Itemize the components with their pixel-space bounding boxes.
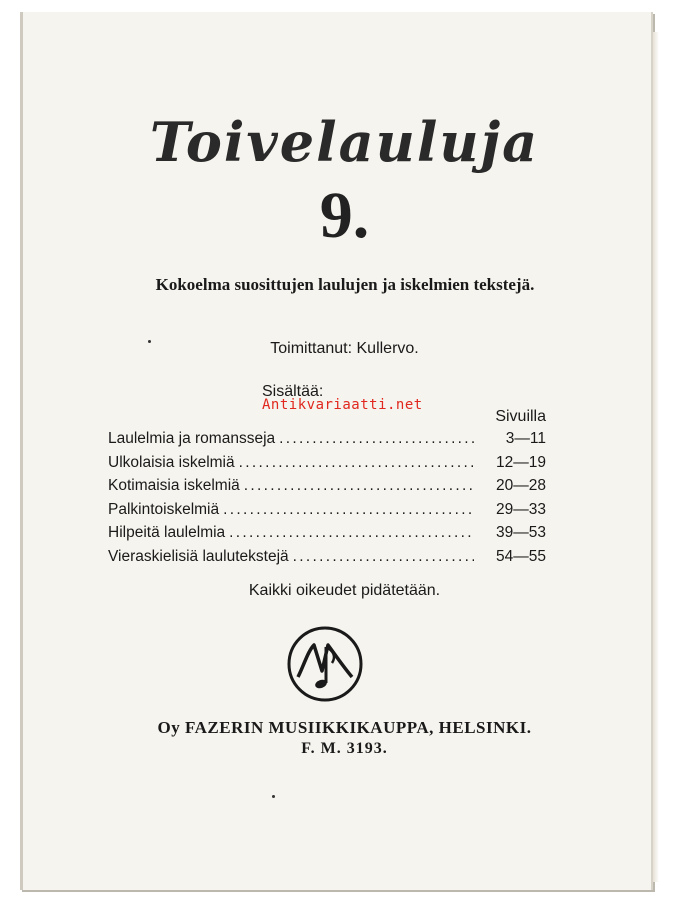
volume-number: 9.: [319, 179, 370, 252]
subtitle: Kokoelma suosittujen laulujen ja iskelmien tekstejä.: [155, 275, 535, 294]
toc-title: Vieraskielisiä laulutekstejä: [108, 547, 289, 565]
rights-notice: Kaikki oikeudet pidätetään.: [248, 582, 441, 599]
toc-leader: [239, 454, 474, 472]
toc-leader: [244, 477, 474, 495]
booklet-title: Toivelauluja: [149, 110, 540, 174]
toc-pages: 39—53: [496, 524, 546, 541]
editor-line: Toimittanut: Kullervo.: [270, 340, 419, 357]
publisher-line: Oy FAZERIN MUSIIKKIKAUPPA, HELSINKI.: [157, 718, 532, 737]
table-of-contents: [108, 430, 546, 571]
toc-pages: 54—55: [496, 547, 546, 565]
toc-row: [108, 430, 546, 454]
toc-title: Palkintoiskelmiä: [108, 500, 220, 518]
toc-leader: [279, 430, 474, 448]
toc-leader: [223, 501, 474, 519]
toc-row: [108, 548, 546, 572]
toc-leader: [293, 548, 474, 566]
toc-leader: [229, 524, 474, 542]
toc-title: Kotimaisia iskelmiä: [108, 477, 240, 494]
music-note-monogram-icon: [286, 625, 364, 703]
toc-pages: 20—28: [496, 477, 546, 494]
toc-pages: 12—19: [496, 453, 546, 471]
toc-row: [108, 454, 546, 478]
paper-speck: [148, 340, 151, 343]
toc-pages: 29—33: [496, 500, 546, 518]
catalog-number: F. M. 3193.: [301, 740, 388, 757]
toc-row: [108, 477, 546, 501]
paper-speck: [272, 795, 275, 798]
toc-title: Laulelmia ja romansseja: [108, 430, 276, 447]
toc-title: Ulkolaisia iskelmiä: [108, 453, 235, 471]
toc-row: [108, 524, 546, 548]
toc-pages: 3—11: [505, 430, 546, 447]
contents-label: Sisältää:: [262, 383, 324, 400]
pages-column-header: Sivuilla: [495, 408, 546, 425]
toc-title: Hilpeitä laulelmia: [108, 524, 226, 541]
watermark: Antikvariaatti.net: [262, 397, 423, 413]
toc-row: [108, 501, 546, 525]
